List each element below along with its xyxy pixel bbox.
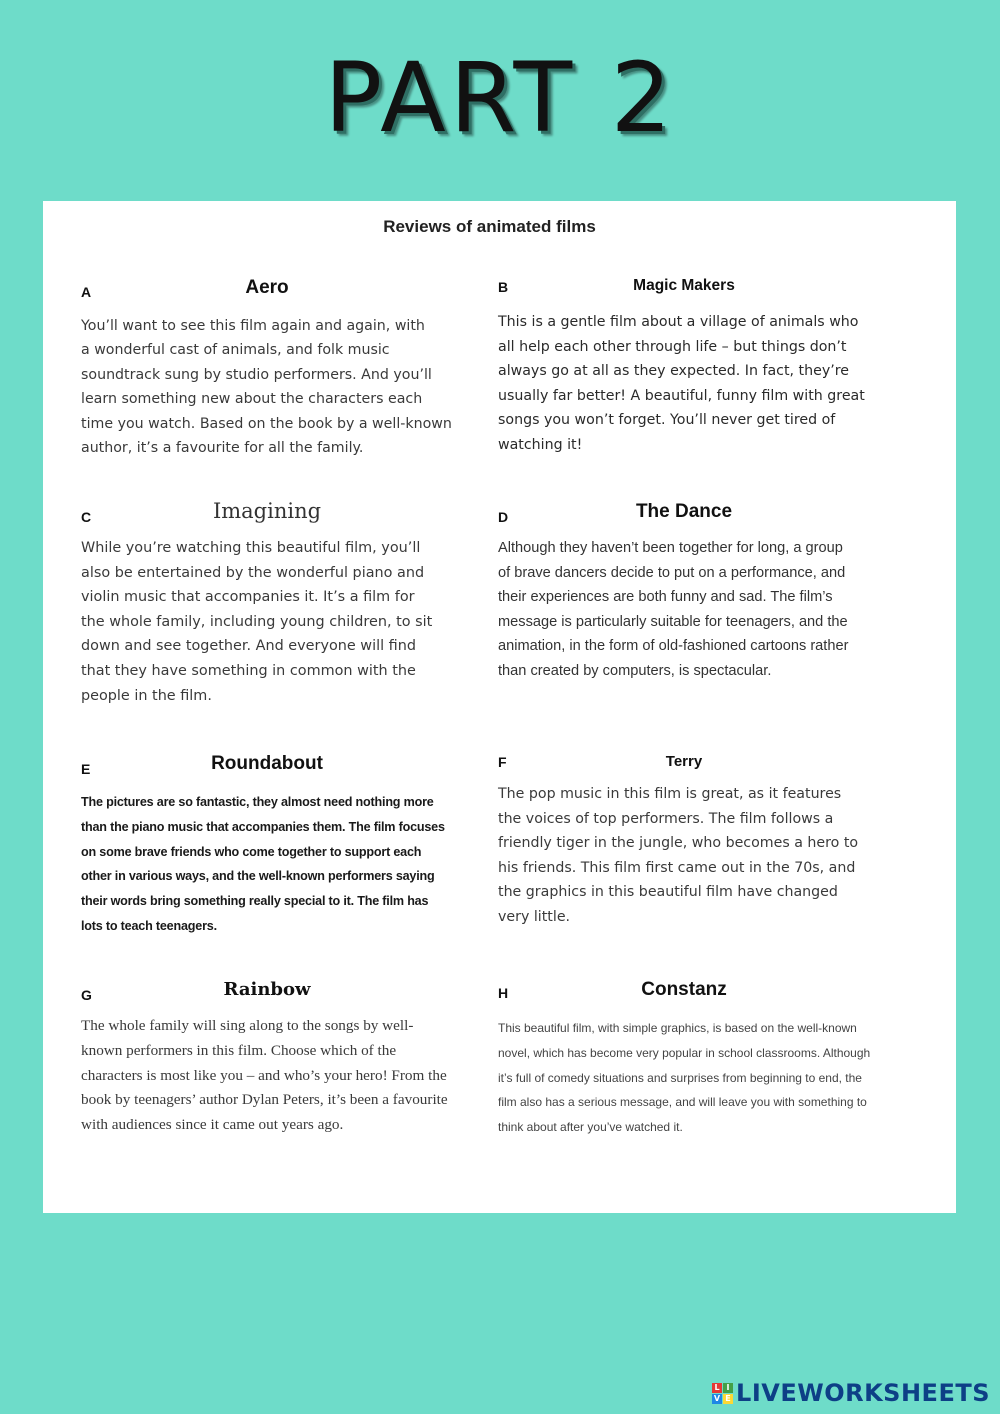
- film-title: The Dance: [635, 501, 733, 522]
- review-letter: F: [498, 754, 507, 770]
- review-letter: H: [498, 985, 509, 1001]
- review-line: Although they haven’t been together for long, a group: [498, 540, 843, 556]
- film-title: Terry: [665, 753, 703, 770]
- review-line: than the piano music that accompanies them. The film focuses: [81, 819, 445, 834]
- review-line: characters is most like you – and who’s your hero! From the: [81, 1066, 447, 1084]
- review-line: the voices of top performers. The film follows a: [498, 810, 834, 827]
- review-line: friendly tiger in the jungle, who becomes a hero to: [498, 835, 859, 852]
- review-line: than created by computers, is spectacular.: [498, 662, 772, 679]
- review-line: violin music that accompanies it. It’s a film for: [81, 589, 415, 606]
- film-title: Magic Makers: [633, 277, 735, 294]
- film-title: Roundabout: [211, 753, 323, 774]
- review-line: people in the film.: [81, 687, 212, 704]
- review-line: of brave dancers decide to put on a performance, and: [498, 564, 846, 581]
- review-line: You’ll want to see this film again and again, with: [81, 318, 425, 334]
- review-text: [498, 310, 878, 458]
- review-letter: D: [498, 509, 509, 525]
- review-line: with audiences since it came out years ago.: [81, 1116, 344, 1134]
- logo-wordmark: LIVEWORKSHEETS: [736, 1379, 990, 1407]
- review-line: While you’re watching this beautiful film, you’ll: [81, 540, 421, 556]
- review-line: lots to teach teenagers.: [81, 918, 217, 933]
- review-text: [81, 1014, 461, 1138]
- review-line: all help each other through life – but things don’t: [498, 338, 847, 355]
- review-text: [498, 1016, 878, 1140]
- film-title: Rainbow: [223, 979, 311, 1000]
- sheet-heading: Reviews of animated films: [383, 217, 596, 236]
- review-line: time you watch. Based on the book by a well-known: [81, 415, 452, 432]
- review-line: the whole family, including young children, to sit: [81, 613, 433, 630]
- review-line: songs you won’t forget. You’ll never get tired of: [498, 412, 836, 429]
- review-line: that they have something in common with the: [81, 662, 416, 679]
- review-letter: A: [81, 284, 92, 300]
- review-line: This is a gentle film about a village of animals who: [498, 314, 859, 330]
- review-line: their words bring something really special to it. The film has: [81, 894, 429, 909]
- liveworksheets-logo[interactable]: [712, 1376, 990, 1410]
- review-line: novel, which has become very popular in school classrooms. Although: [498, 1045, 871, 1060]
- review-line: animation, in the form of old-fashioned cartoons rather: [498, 638, 849, 655]
- review-line: always go at all as they expected. In fact, they’re: [498, 363, 849, 380]
- review-line: usually far better! A beautiful, funny film with great: [498, 387, 865, 404]
- review-line: message is particularly suitable for teenagers, and the: [498, 613, 848, 630]
- logo-mark-tile: L: [712, 1383, 722, 1393]
- review-line: The pop music in this film is great, as it features: [498, 786, 842, 802]
- review-text: [498, 536, 878, 684]
- review-letter: B: [498, 279, 509, 295]
- page-title: PART 2: [324, 42, 676, 154]
- review-line: his friends. This film first came out in the 70s, and: [498, 859, 856, 876]
- film-title: Aero: [245, 277, 289, 298]
- review-line: think about after you’ve watched it.: [498, 1120, 683, 1135]
- review-line: other in various ways, and the well-known performers saying: [81, 869, 435, 884]
- review-letter: C: [81, 509, 92, 525]
- logo-mark-tile: V: [713, 1393, 721, 1403]
- review-text: [81, 314, 461, 460]
- review-line: known performers in this film. Choose which of the: [81, 1041, 397, 1059]
- review-line: the graphics in this beautiful film have changed: [498, 884, 838, 901]
- review-line: down and see together. And everyone will find: [81, 638, 416, 655]
- review-line: it’s full of comedy situations and surprises from beginning to end, the: [498, 1070, 862, 1085]
- review-line: book by teenagers’ author Dylan Peters, it’s been a favourite: [81, 1091, 448, 1109]
- review-letter: E: [81, 761, 91, 777]
- review-line: The whole family will sing along to the songs by well-: [81, 1017, 414, 1034]
- review-line: The pictures are so fantastic, they almost need nothing more: [81, 795, 434, 809]
- reviews-sheet: [43, 201, 956, 1213]
- review-line: learn something new about the characters each: [81, 391, 423, 408]
- logo-mark-tile: I: [723, 1383, 733, 1393]
- review-line: author, it’s a favourite for all the family.: [81, 440, 364, 457]
- review-line: soundtrack sung by studio performers. And you’ll: [81, 366, 432, 383]
- film-title: Constanz: [641, 979, 727, 1000]
- review-line: on some brave friends who come together to support each: [81, 844, 422, 859]
- logo-mark-icon: [712, 1383, 733, 1404]
- review-line: also be entertained by the wonderful piano and: [81, 564, 425, 581]
- review-line: their experiences are both funny and sad. The film’s: [498, 589, 833, 606]
- review-letter: G: [81, 987, 92, 1003]
- review-text: [81, 790, 461, 939]
- review-line: watching it!: [498, 436, 583, 453]
- review-text: [498, 782, 878, 930]
- review-line: a wonderful cast of animals, and folk music: [81, 342, 390, 359]
- review-line: This beautiful film, with simple graphics, is based on the well-known: [498, 1021, 857, 1035]
- review-text: [81, 536, 461, 708]
- review-line: film also has a serious message, and will leave you with something to: [498, 1095, 867, 1110]
- review-line: very little.: [498, 908, 571, 925]
- logo-mark-tile: E: [723, 1394, 733, 1404]
- film-title: Imagining: [212, 499, 322, 523]
